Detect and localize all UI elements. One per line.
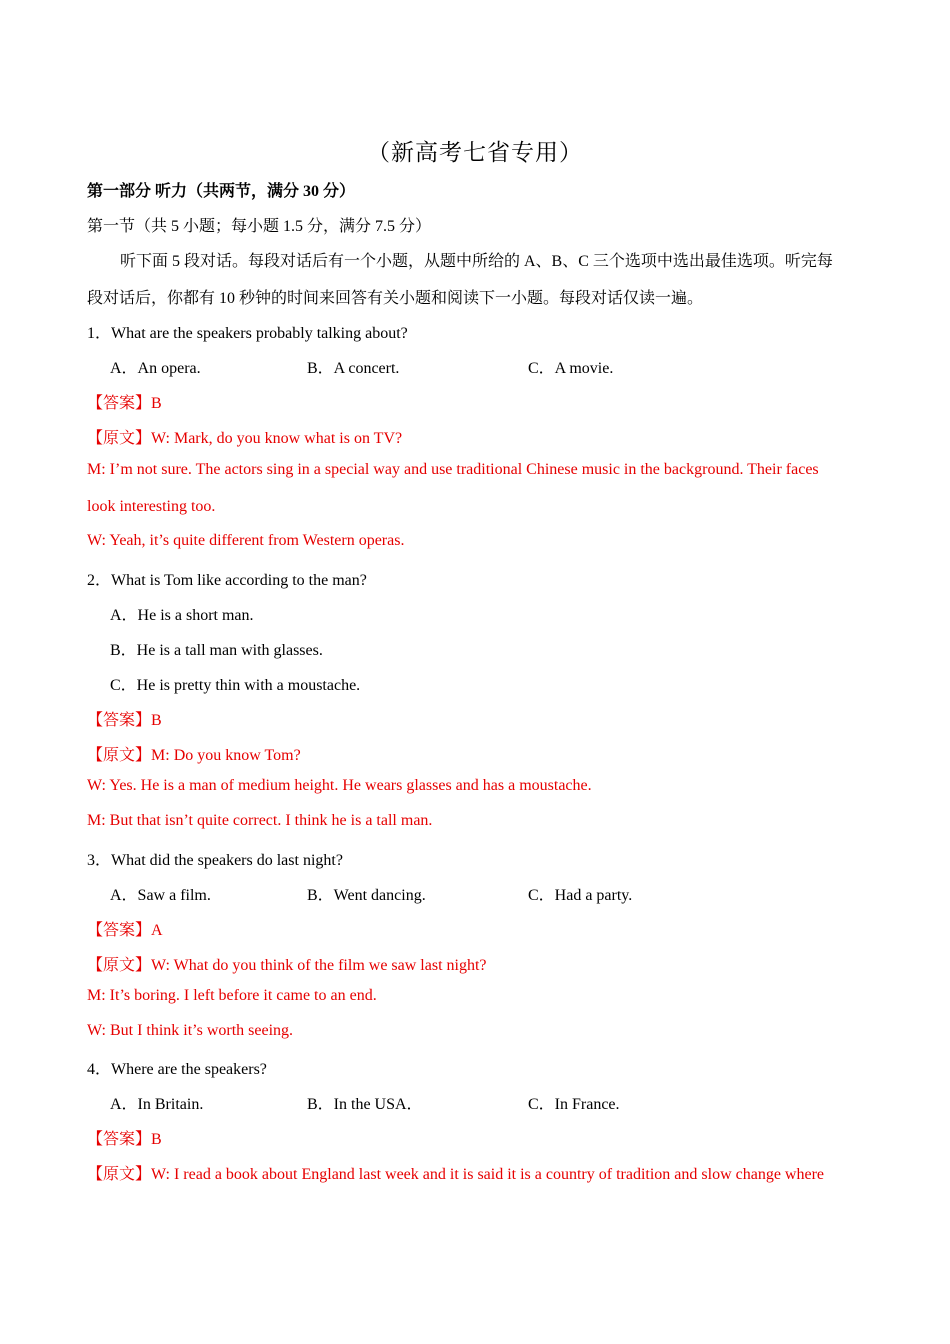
answer-tag: 【答案】 (87, 395, 152, 412)
script-tag: 【原文】 (87, 1166, 152, 1183)
script-text: W: Mark, do you know what is on TV? (151, 430, 403, 447)
script-tag: 【原文】 (87, 747, 152, 764)
question-2-option-b: B．He is a tall man with glasses. (110, 642, 323, 659)
question-3-option-c: C．Had a party. (528, 887, 633, 904)
script-text: M: Do you know Tom? (151, 747, 301, 764)
question-3-script-first (87, 952, 487, 975)
question-2-stem: 2．What is Tom like according to the man? (87, 572, 367, 589)
question-2-option-c: C．He is pretty thin with a moustache. (110, 677, 361, 694)
question-4-answer (87, 1126, 162, 1149)
section-heading: 第一节（共 5 小题；每小题 1.5 分，满分 7.5 分） (87, 218, 432, 235)
question-3-option-b: B．Went dancing. (307, 887, 426, 904)
question-2-answer (87, 707, 162, 730)
answer-value: A (151, 922, 163, 939)
question-1-script-line: M: I’m not sure. The actors sing in a special way and use traditional Chinese music in the background. Their faces (87, 461, 819, 478)
instructions-line-2: 段对话后，你都有 10 秒钟的时间来回答有关小题和阅读下一小题。每段对话仅读一遍。 (87, 290, 704, 307)
answer-tag: 【答案】 (87, 712, 152, 729)
answer-value: B (151, 395, 162, 412)
instructions-line-1: 听下面 5 段对话。每段对话后有一个小题，从题中所给的 A、B、C 三个选项中选出最佳选项。听完每 (120, 253, 833, 270)
question-1-script-line: W: Yeah, it’s quite different from Western operas. (87, 532, 405, 549)
question-4-option-b: B．In the USA． (307, 1096, 423, 1113)
answer-tag: 【答案】 (87, 922, 152, 939)
question-2-script-line: W: Yes. He is a man of medium height. He wears glasses and has a moustache. (87, 777, 592, 794)
question-4-option-a: A．In Britain. (110, 1096, 204, 1113)
question-2-script-first (87, 742, 301, 765)
answer-value: B (151, 712, 162, 729)
question-1-option-a: A．An opera. (110, 360, 201, 377)
question-1-stem: 1．What are the speakers probably talking about? (87, 325, 408, 342)
question-3-option-a: A．Saw a film. (110, 887, 211, 904)
question-3-answer (87, 917, 163, 940)
question-1-script-line: look interesting too. (87, 498, 216, 515)
script-tag: 【原文】 (87, 430, 152, 447)
script-text: W: I read a book about England last week and it is said it is a country of tradition and slow change where (151, 1166, 825, 1183)
question-4-option-c: C．In France. (528, 1096, 620, 1113)
question-1-answer (87, 390, 162, 413)
question-1-script-first (87, 425, 402, 448)
question-2-option-a: A．He is a short man. (110, 607, 254, 624)
part-heading: 第一部分 听力（共两节，满分 30 分） (87, 183, 356, 200)
answer-value: B (151, 1131, 162, 1148)
question-3-script-line: W: But I think it’s worth seeing. (87, 1022, 294, 1039)
answer-tag: 【答案】 (87, 1131, 152, 1148)
script-tag: 【原文】 (87, 957, 152, 974)
question-4-stem: 4．Where are the speakers? (87, 1061, 267, 1078)
script-text: W: What do you think of the film we saw last night? (151, 957, 487, 974)
question-3-script-line: M: It’s boring. I left before it came to an end. (87, 987, 377, 1004)
page-title: （新高考七省专用） (367, 140, 583, 165)
question-1-option-b: B．A concert. (307, 360, 400, 377)
question-2-script-line: M: But that isn’t quite correct. I think he is a tall man. (87, 812, 433, 829)
question-4-script-first (87, 1161, 824, 1184)
question-3-stem: 3．What did the speakers do last night? (87, 852, 343, 869)
question-1-option-c: C．A movie. (528, 360, 614, 377)
